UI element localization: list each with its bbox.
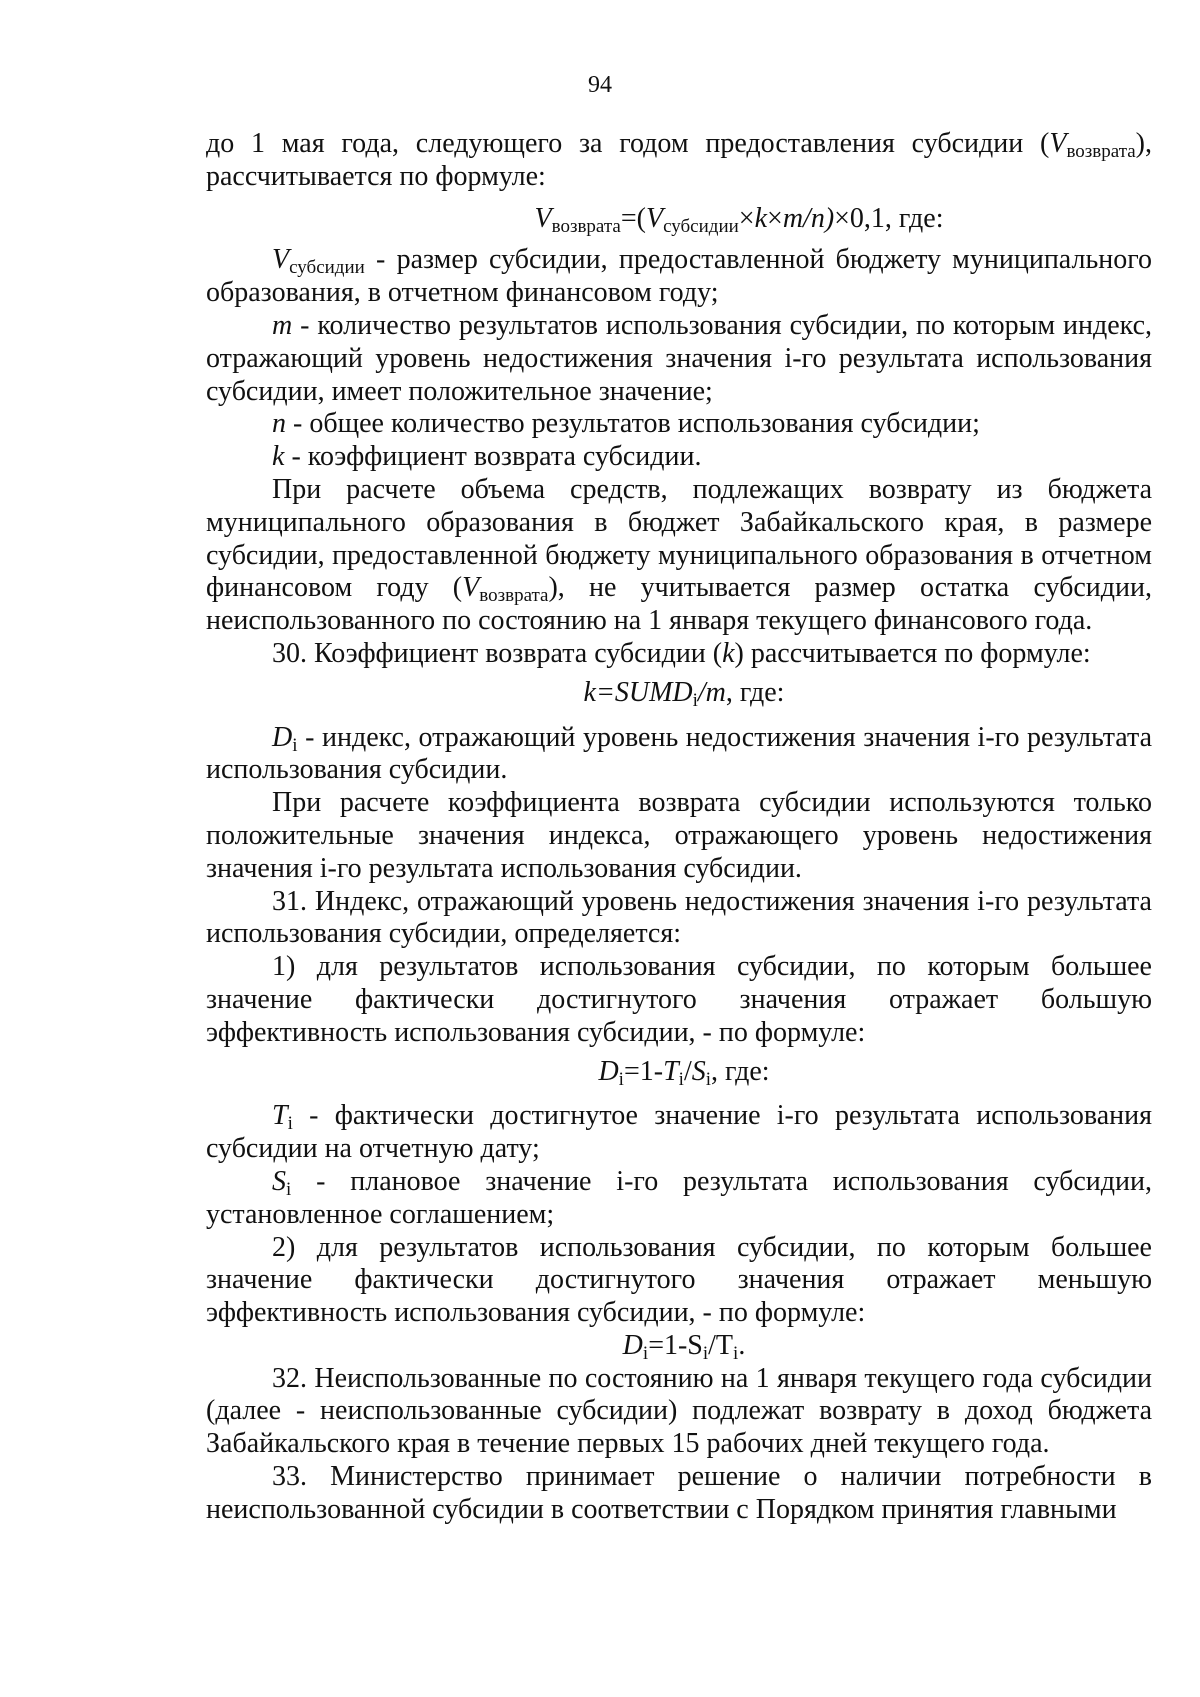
variable-v: V: [1049, 128, 1067, 159]
text-run: /T: [708, 1329, 734, 1361]
text-run: 30. Коэффициент возврата субсидии (: [272, 637, 723, 669]
paragraph-calculation-note: [206, 474, 1152, 638]
subscript: i: [642, 1342, 649, 1364]
subscript: возврата: [479, 585, 549, 607]
variable-k: k: [722, 637, 735, 669]
text-run: - плановое значение i-го результата использования субсидии, установленное соглашением;: [206, 1165, 1152, 1230]
text-run: При расчете объема средств, подлежащих возврату из бюджета муниципального образования в бюджет Забайкальского края, в размере субсидии, предоставленной бюджету муниципального образования в отчетном финансовом году (: [206, 473, 1152, 604]
definition-m: [206, 310, 1152, 408]
paragraph-31: 31. Индекс, отражающий уровень недостижения значения i-го результата использования субсидии, определяется:: [206, 885, 1152, 950]
variable-d: D: [622, 1329, 643, 1361]
text-run: до 1 мая года, следующего за годом предоставления субсидии (: [206, 128, 1050, 159]
subscript: i: [292, 734, 298, 756]
definition-v-subsidy: [206, 244, 1152, 310]
variable-m-n: m/n): [782, 202, 835, 234]
paragraph-30: [206, 638, 1152, 671]
variable-t: T: [663, 1055, 679, 1087]
variable-s: S: [691, 1055, 706, 1087]
paragraph-33: 33. Министерство принимает решение о наличии потребности в неиспользованной субсидии в соответствии с Порядком принятия главными: [206, 1461, 1152, 1525]
subscript: субсидии: [289, 257, 365, 279]
page-number: 94: [588, 72, 612, 98]
variable-v: V: [462, 572, 480, 604]
definition-s: [206, 1166, 1152, 1232]
text-run: , где:: [711, 1055, 770, 1087]
text-run: =1-: [623, 1055, 664, 1087]
text-run: - количество результатов использования субсидии, по которым индекс, отражающий уровень недостижения значения i-го результата использования субсидии, имеет положительное значение;: [206, 309, 1152, 407]
definition-n: [206, 408, 1152, 441]
formula-d-case-2: [206, 1330, 1152, 1363]
definition-d: [206, 722, 1152, 788]
variable-v: V: [534, 202, 552, 234]
variable-d: D: [598, 1055, 619, 1087]
text-run: - общее количество результатов использования субсидии;: [286, 408, 980, 440]
variable-k: k: [272, 441, 285, 473]
variable-s: S: [272, 1165, 286, 1197]
subscript: i: [286, 1178, 292, 1200]
subscript: i: [692, 689, 698, 711]
subscript: i: [733, 1342, 739, 1364]
operator: /: [683, 1055, 692, 1087]
paragraph-case-2: 2) для результатов использования субсидии, по которым большее значение фактически достигнутого значения отражает меньшую эффективность использования субсидии, - по формуле:: [206, 1231, 1152, 1329]
subscript: субсидии: [663, 215, 739, 237]
text-run: =(: [620, 202, 646, 234]
definition-t: [206, 1100, 1152, 1166]
variable-d: D: [272, 721, 293, 753]
text-run: , где:: [725, 676, 785, 708]
subscript: возврата: [1066, 141, 1136, 162]
document-body: [206, 128, 1152, 1527]
text-run: - индекс, отражающий уровень недостижения значения i-го результата использования субсидии.: [206, 721, 1152, 786]
operator: ×: [738, 202, 755, 234]
subscript: i: [287, 1113, 293, 1135]
variable-v: V: [645, 202, 664, 234]
subscript: i: [618, 1068, 624, 1090]
variable-v: V: [272, 244, 290, 276]
formula-expression: /m: [697, 676, 726, 708]
formula-expression: k=SUMD: [583, 676, 693, 708]
variable-t: T: [272, 1100, 288, 1132]
paragraph-case-1: 1) для результатов использования субсидии, по которым большее значение фактически достигнутого значения отражает большую эффективность использования субсидии, - по формуле:: [206, 951, 1152, 1048]
subscript: i: [678, 1068, 684, 1090]
text-run: ), не учитывается размер остатка субсидии, неиспользованного по состоянию на 1 января текущего финансового года.: [206, 572, 1153, 637]
text-run: ) рассчитывается по формуле:: [734, 637, 1091, 669]
text-run: =1-S: [648, 1329, 703, 1361]
formula-v-return: [206, 203, 1152, 236]
definition-k: [206, 441, 1152, 474]
operator: ×: [767, 202, 783, 234]
subscript: i: [705, 1068, 711, 1090]
text-run: - размер субсидии, предоставленной бюджету муниципального образования, в отчетном финансовом году;: [206, 244, 1152, 309]
formula-k: [206, 677, 1152, 710]
text-run: .: [738, 1329, 746, 1361]
variable-n: n: [272, 408, 286, 440]
text-run: ), рассчитывается по формуле:: [206, 128, 1152, 192]
text-run: - коэффициент возврата субсидии.: [284, 441, 702, 473]
paragraph-32: 32. Неиспользованные по состоянию на 1 января текущего года субсидии (далее - неиспользованные субсидии) подлежат возврату в доход бюджета Забайкальского края в течение первых 15 рабочих дней текущего года.: [206, 1362, 1152, 1460]
variable-m: m: [272, 309, 293, 341]
variable-k: k: [754, 202, 768, 234]
text-run: - фактически достигнутое значение i-го результата использования субсидии на отчетную дату;: [206, 1100, 1152, 1165]
subscript: возврата: [551, 215, 621, 237]
paragraph-return-deadline: [206, 128, 1152, 194]
subscript: i: [702, 1342, 709, 1364]
text-run: ×0,1, где:: [834, 202, 944, 234]
paragraph-positive-values: При расчете коэффициента возврата субсидии используются только положительные значения индекса, отражающего уровень недостижения значения i-го результата использования субсидии.: [206, 787, 1152, 884]
formula-d-case-1: [206, 1056, 1152, 1089]
